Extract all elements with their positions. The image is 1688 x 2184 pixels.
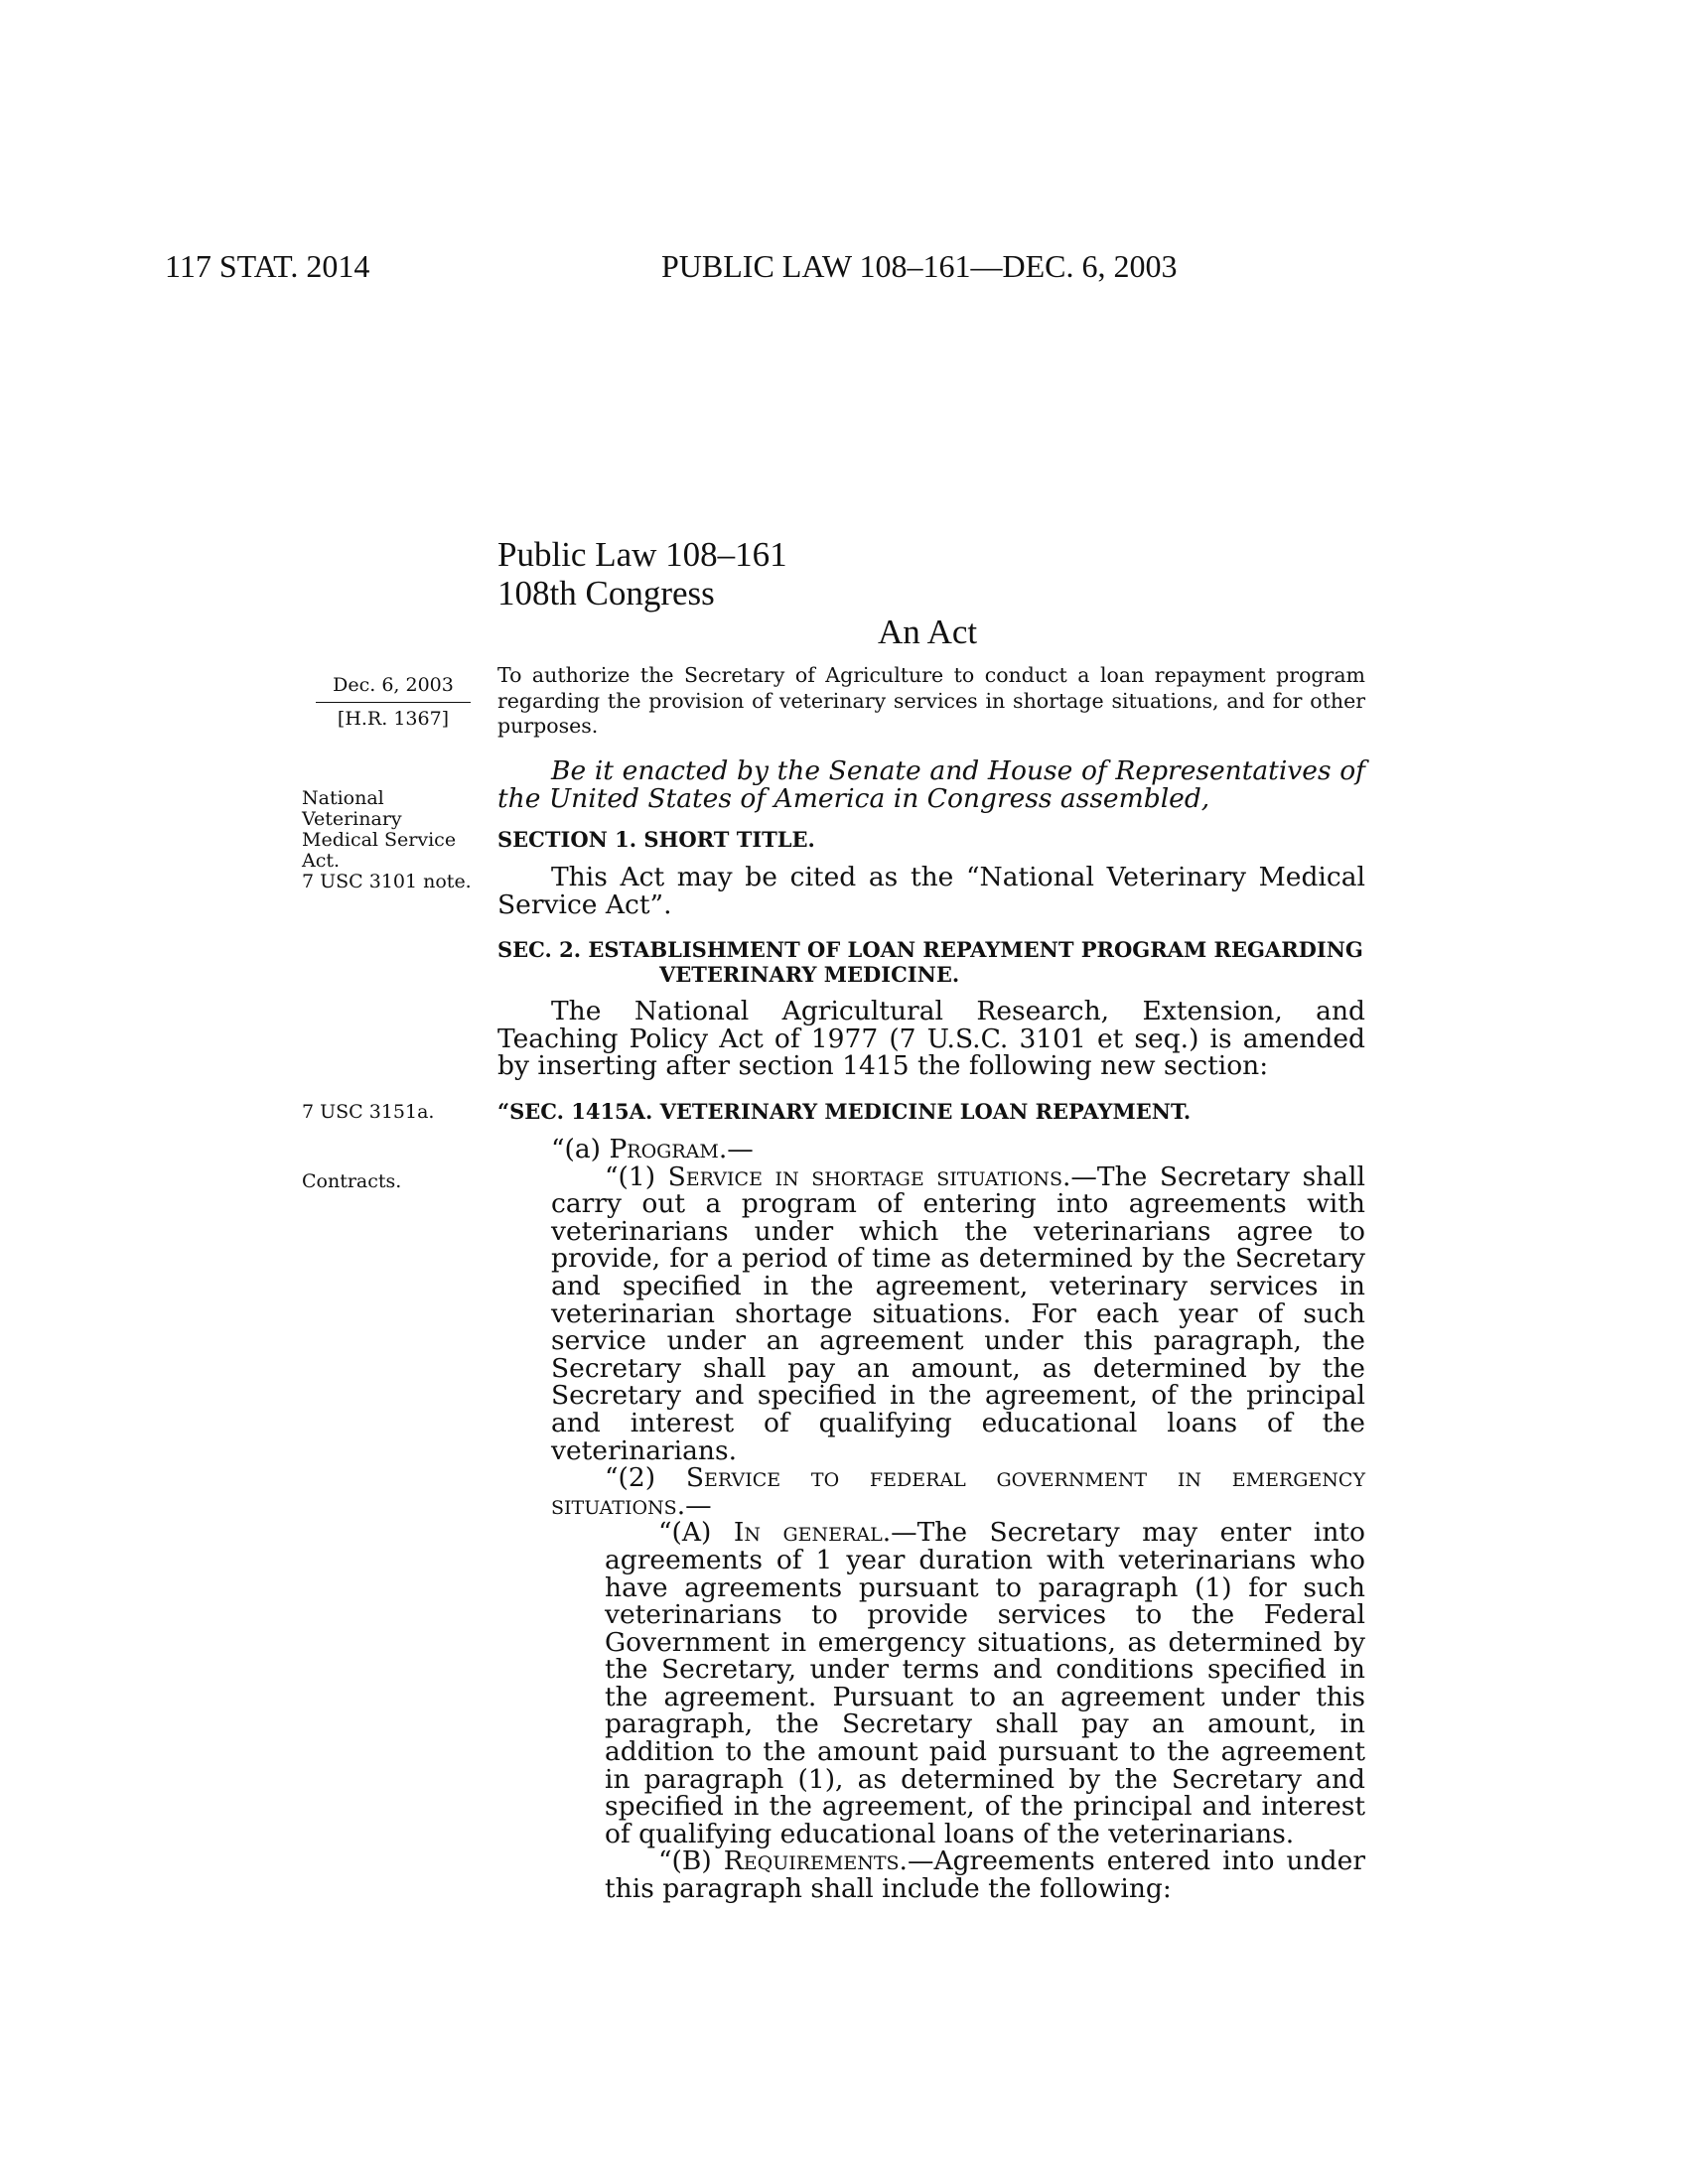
enacting-clause: Be it enacted by the Senate and House of Representatives of the United States of America in Congress assembled, [497,755,1365,814]
page-number-header: 117 STAT. 2014 [165,248,370,284]
act-purpose: To authorize the Secretary of Agriculture to conduct a loan repayment program regarding the provision of veterinary services in shortage situations, and for other purposes. [497,663,1365,738]
section-1415a-body [497,1136,1365,1903]
subparagraph-a: “(A) In general.—The Secretary may enter into agreements of 1 year duration with veterinarians who have agreements pursuant to paragraph (1) for such veterinarians to provide services to the Federal Government in emergency situations, as determined by the Secretary, under terms and conditions specified in the agreement. Pursuant to an agreement under this paragraph, the Secretary shall pay an amount, in addition to the amount paid pursuant to the agreement in paragraph (1), as determined by the Secretary and specified in the agreement, of the principal and interest of qualifying educational loans of the veterinarians. [605,1517,1366,1849]
margin-usc-note-1: 7 USC 3101 note. [302,871,472,892]
bill-number: [H.R. 1367] [337,708,450,730]
section-2-heading-line-1: SEC. 2. ESTABLISHMENT OF LOAN REPAYMENT PROGRAM REGARDING [497,937,1363,962]
public-law-number: Public Law 108–161 [497,535,787,574]
section-1-text: This Act may be cited as the “National Veterinary Medical Service Act”. [497,862,1365,920]
margin-divider [316,702,471,703]
section-2-heading-line-2: VETERINARY MEDICINE. [659,962,960,987]
margin-contracts: Contracts. [302,1170,402,1192]
margin-usc-note-2: 7 USC 3151a. [302,1101,435,1123]
subparagraph-b: “(B) Requirements.—Agreements entered into under this paragraph shall include the following: [605,1845,1365,1905]
running-header: PUBLIC LAW 108–161—DEC. 6, 2003 [661,248,1178,284]
enactment-date: Dec. 6, 2003 [333,674,454,696]
margin-short-title-note: National Veterinary Medical Service Act. [302,787,457,872]
section-2-text: The National Agricultural Research, Extension, and Teaching Policy Act of 1977 (7 U.S.C. 3101 et seq.) is amended by inserting after section 1415 the following new section: [497,996,1365,1082]
subsection-a: “(a) Program.— [551,1134,754,1164]
paragraph-1: “(1) Service in shortage situations.—The Secretary shall carry out a program of entering into agreements with veterinarians under which the veterinarians agree to provide, for a period of time as determined by the Secretary and specified in the agreement, veterinary services in veterinarian shortage situations. For each year of such service under an agreement under this paragraph, the Secretary shall pay an amount, as determined by the Secretary and specified in the agreement, of the principal and interest of qualifying educational loans of the veterinarians. [551,1160,1365,1466]
paragraph-2: “(2) Service to federal government in emergency situations.— [551,1462,1365,1521]
congress-number: 108th Congress [497,574,715,613]
section-1-heading: SECTION 1. SHORT TITLE. [497,827,815,852]
section-1415a-heading: “SEC. 1415A. VETERINARY MEDICINE LOAN REPAYMENT. [497,1099,1192,1124]
an-act-heading: An Act [878,613,978,651]
